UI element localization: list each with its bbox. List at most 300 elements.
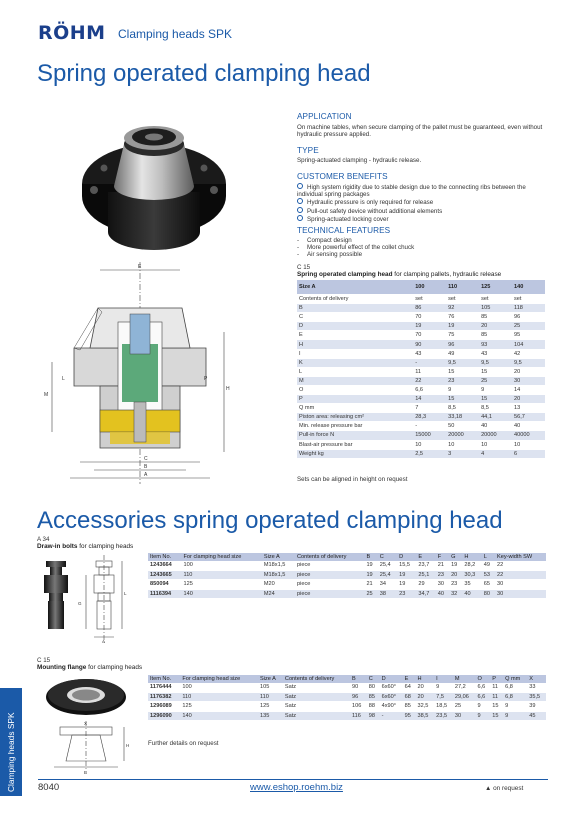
table-cell: 9 — [434, 683, 453, 692]
column-header: 100 — [413, 280, 446, 295]
table-cell: 80 — [482, 589, 495, 599]
table-cell: 1296089 — [148, 702, 180, 712]
table-cell: 44,1 — [479, 413, 512, 422]
table-cell: 40 — [479, 422, 512, 431]
svg-text:B: B — [144, 464, 148, 470]
table-cell: 21 — [364, 580, 377, 590]
table-cell: 23 — [446, 376, 479, 385]
table-cell: 8,5 — [446, 404, 479, 413]
table-cell: 10 — [512, 440, 545, 449]
table-cell: 6,8 — [503, 683, 527, 692]
table-cell: 64 — [403, 683, 416, 692]
table-cell: 19 — [364, 570, 377, 580]
bullet-icon — [297, 215, 303, 221]
table-cell: 23 — [436, 570, 449, 580]
table-cell: 88 — [367, 702, 380, 712]
spec-ref: C 15 — [297, 264, 311, 271]
table-cell: piece — [295, 580, 364, 590]
table-cell: 20 — [415, 683, 434, 692]
table-cell: 30 — [436, 580, 449, 590]
table-cell: 19 — [397, 570, 416, 580]
table-cell: 25 — [512, 322, 545, 331]
column-header: Item No. — [148, 553, 182, 561]
column-header: M — [453, 675, 476, 683]
table-row — [297, 304, 545, 313]
table-cell: 4x90° — [380, 702, 403, 712]
column-header: B — [350, 675, 367, 683]
table-cell: 38,5 — [415, 711, 434, 721]
table-cell: 23,5 — [434, 711, 453, 721]
column-header: For clamping head size — [182, 553, 262, 561]
table-cell: 80 — [367, 683, 380, 692]
header-title: Clamping heads SPK — [118, 27, 233, 41]
table-cell: 118 — [512, 304, 545, 313]
list-item: - Air sensing possible — [297, 251, 363, 259]
draw-in-bolt-drawing — [38, 555, 146, 647]
table-cell: 15 — [490, 702, 503, 712]
table-row — [148, 702, 546, 712]
svg-text:B: B — [84, 770, 88, 775]
table-cell: 9,5 — [512, 358, 545, 367]
table-cell: 96 — [446, 340, 479, 349]
column-header: B — [364, 553, 377, 561]
table-cell: 49 — [446, 349, 479, 358]
svg-text:P: P — [204, 376, 208, 382]
column-header: H — [462, 553, 481, 561]
column-header: 125 — [479, 280, 512, 295]
table-cell: 96 — [512, 313, 545, 322]
table-cell: 20 — [449, 570, 462, 580]
table-cell: 4 — [479, 449, 512, 458]
table-cell: 93 — [479, 340, 512, 349]
table-cell: 7 — [413, 404, 446, 413]
column-header: P — [490, 675, 503, 683]
list-item: High system rigidity due to stable design due to the connecting ribs between the individual spring packages — [297, 184, 526, 199]
spec-table — [297, 280, 545, 459]
table-row — [297, 322, 545, 331]
table-cell: 19 — [449, 561, 462, 570]
table-cell: 40 — [462, 589, 481, 599]
flange-table — [148, 675, 546, 721]
table-cell: 49 — [482, 561, 495, 570]
benefits-list — [297, 183, 552, 223]
table-cell: Satz — [283, 683, 350, 692]
table-cell: 10 — [413, 440, 446, 449]
table-row — [297, 313, 545, 322]
table-cell: 32 — [449, 589, 462, 599]
table-cell: 19 — [413, 322, 446, 331]
table-cell: 15 — [479, 395, 512, 404]
table-cell: 96 — [350, 692, 367, 702]
table-cell: 1243665 — [148, 570, 182, 580]
table-cell: - — [380, 711, 403, 721]
svg-text:A: A — [144, 472, 148, 478]
table-cell: 40000 — [512, 431, 545, 440]
features-list — [297, 237, 547, 259]
bolts-caption: Draw-in bolts for clamping heads — [37, 543, 134, 550]
column-header: D — [397, 553, 416, 561]
table-cell: 76 — [446, 313, 479, 322]
table-cell: 85 — [367, 692, 380, 702]
table-cell: 22 — [495, 570, 546, 580]
table-cell: 15 — [446, 395, 479, 404]
table-cell: 27,2 — [453, 683, 476, 692]
table-cell: 15 — [479, 367, 512, 376]
svg-text:L: L — [124, 591, 127, 596]
table-cell: 9 — [446, 385, 479, 394]
column-header: Key-width SW — [495, 553, 546, 561]
table-row — [148, 692, 546, 702]
on-request-legend: ▲ on request — [485, 785, 524, 792]
column-header: O — [475, 675, 490, 683]
table-cell: set — [413, 295, 446, 304]
list-item: - More powerful effect of the collet chuck — [297, 244, 415, 252]
table-cell: 34 — [378, 580, 397, 590]
table-cell: 23 — [397, 589, 416, 599]
table-cell: I — [297, 349, 413, 358]
column-header: H — [415, 675, 434, 683]
table-cell: 6,8 — [503, 692, 527, 702]
table-cell: 6,6 — [475, 692, 490, 702]
table-cell: 85 — [479, 331, 512, 340]
table-cell: 6x60° — [380, 692, 403, 702]
list-item: Hydraulic pressure is only required for release — [297, 198, 552, 206]
column-header: Size A — [262, 553, 295, 561]
table-cell: 98 — [367, 711, 380, 721]
type-heading: TYPE — [297, 146, 319, 155]
table-cell: Pull-in force N — [297, 431, 413, 440]
table-cell: 86 — [413, 304, 446, 313]
application-text: On machine tables, when secure clamping of the pallet must be guaranteed, even without hydraulic pressure applied. — [297, 124, 543, 139]
column-header: Contents of delivery — [283, 675, 350, 683]
table-cell: 56,7 — [512, 413, 545, 422]
application-heading: APPLICATION — [297, 112, 352, 121]
table-row — [297, 295, 545, 304]
table-cell: 1176382 — [148, 692, 180, 702]
table-cell: Min. release pressure bar — [297, 422, 413, 431]
table-cell: 7,5 — [434, 692, 453, 702]
flange-caption: Mounting flange for clamping heads — [37, 664, 143, 671]
svg-text:H: H — [126, 743, 130, 748]
table-cell: 1296090 — [148, 711, 180, 721]
clamping-head-photo — [80, 104, 230, 254]
table-cell: 110 — [182, 570, 262, 580]
table-row — [148, 561, 546, 570]
table-cell: M — [297, 376, 413, 385]
table-row — [297, 440, 545, 449]
column-header: 140 — [512, 280, 545, 295]
table-cell: 125 — [182, 580, 262, 590]
table-cell: Q mm — [297, 404, 413, 413]
table-cell: 50 — [446, 422, 479, 431]
table-cell: 19 — [364, 561, 377, 570]
table-cell: M20 — [262, 580, 295, 590]
table-cell: 34,7 — [416, 589, 435, 599]
table-cell: 25,1 — [416, 570, 435, 580]
table-cell: 11 — [490, 692, 503, 702]
table-cell: 19 — [446, 322, 479, 331]
table-cell: 104 — [512, 340, 545, 349]
type-text: Spring-actuated clamping - hydraulic release. — [297, 157, 422, 164]
table-row — [297, 340, 545, 349]
section-sidebar-tab: Clamping heads SPK — [0, 688, 22, 796]
column-header: L — [482, 553, 495, 561]
svg-text:G: G — [78, 601, 82, 606]
table-cell: 110 — [180, 692, 258, 702]
table-cell: M18x1,5 — [262, 570, 295, 580]
bolts-ref: A 34 — [37, 536, 50, 543]
benefits-heading: CUSTOMER BENEFITS — [297, 172, 388, 181]
table-cell: 70 — [413, 313, 446, 322]
table-cell: 6,6 — [475, 683, 490, 692]
triangle-icon: ▲ — [485, 785, 492, 792]
table-cell: 21 — [436, 561, 449, 570]
table-cell: 15000 — [413, 431, 446, 440]
table-cell: 40 — [512, 422, 545, 431]
svg-text:A: A — [102, 639, 106, 644]
column-header: C — [367, 675, 380, 683]
table-cell: 29,06 — [453, 692, 476, 702]
table-cell: B — [297, 304, 413, 313]
table-cell: E — [297, 331, 413, 340]
column-header: Size A — [258, 675, 283, 683]
list-item: Spring-actuated locking cover — [297, 215, 552, 223]
table-cell: 3 — [446, 449, 479, 458]
table-cell: Weight kg — [297, 449, 413, 458]
table-cell: 110 — [258, 692, 283, 702]
table-cell: 2,5 — [413, 449, 446, 458]
table-header-row — [148, 553, 546, 561]
eshop-link[interactable]: www.eshop.roehm.biz — [250, 782, 343, 793]
table-cell: piece — [295, 570, 364, 580]
table-cell: 140 — [180, 711, 258, 721]
table-cell: Piston area: releasing cm² — [297, 413, 413, 422]
table-header-row — [148, 675, 546, 683]
table-cell: 35 — [462, 580, 481, 590]
table-cell: 9,5 — [479, 358, 512, 367]
table-cell: 14 — [413, 395, 446, 404]
table-cell: M24 — [262, 589, 295, 599]
table-cell: 90 — [413, 340, 446, 349]
table-cell: 116 — [350, 711, 367, 721]
cross-section-drawing — [40, 262, 240, 484]
table-cell: D — [297, 322, 413, 331]
table-cell: 25 — [453, 702, 476, 712]
table-cell: 1243664 — [148, 561, 182, 570]
table-cell: 6 — [512, 449, 545, 458]
table-cell: 106 — [350, 702, 367, 712]
column-header: Item No. — [148, 675, 180, 683]
accessories-title: Accessories spring operated clamping head — [37, 507, 503, 534]
table-cell: 42 — [512, 349, 545, 358]
table-cell: 65 — [482, 580, 495, 590]
column-header: 110 — [446, 280, 479, 295]
table-cell: 70 — [413, 331, 446, 340]
table-cell: 18,5 — [434, 702, 453, 712]
table-cell: O — [297, 385, 413, 394]
table-cell: Satz — [283, 711, 350, 721]
bullet-icon — [297, 207, 303, 213]
table-cell: 9 — [503, 711, 527, 721]
table-row — [148, 580, 546, 590]
table-cell: 85 — [479, 313, 512, 322]
table-cell: 105 — [258, 683, 283, 692]
table-cell: 100 — [182, 561, 262, 570]
table-cell: 35,5 — [527, 692, 546, 702]
flange-ref: C 15 — [37, 657, 51, 664]
table-cell: 30 — [453, 711, 476, 721]
table-row — [297, 349, 545, 358]
column-header: G — [449, 553, 462, 561]
table-cell: 20 — [512, 395, 545, 404]
table-row — [297, 395, 545, 404]
table-cell: Satz — [283, 692, 350, 702]
page-title: Spring operated clamping head — [37, 60, 371, 87]
table-cell: 9,5 — [446, 358, 479, 367]
table-cell: 140 — [182, 589, 262, 599]
table-cell: 29 — [416, 580, 435, 590]
table-cell: 100 — [180, 683, 258, 692]
table-cell: 6x60° — [380, 683, 403, 692]
table-cell: 10 — [479, 440, 512, 449]
table-cell: 30 — [495, 589, 546, 599]
table-cell: 20 — [415, 692, 434, 702]
table-cell: 45 — [527, 711, 546, 721]
column-header: I — [434, 675, 453, 683]
table-cell: 15 — [490, 711, 503, 721]
footer-divider — [38, 779, 548, 780]
table-cell: M18x1,5 — [262, 561, 295, 570]
spec-caption: Spring operated clamping head for clamping pallets, hydraulic release — [297, 271, 502, 278]
column-header: E — [416, 553, 435, 561]
table-cell: Satz — [283, 702, 350, 712]
table-row — [297, 413, 545, 422]
table-cell: 23 — [449, 580, 462, 590]
svg-text:C: C — [144, 456, 148, 462]
table-cell: 53 — [482, 570, 495, 580]
table-cell: 23,7 — [416, 561, 435, 570]
table-cell: 11 — [413, 367, 446, 376]
table-row — [297, 385, 545, 394]
table-cell: Blast-air pressure bar — [297, 440, 413, 449]
table-row — [297, 404, 545, 413]
table-row — [148, 683, 546, 692]
table-cell: 43 — [413, 349, 446, 358]
table-cell: 30 — [512, 376, 545, 385]
table-cell: 92 — [446, 304, 479, 313]
spec-note: Sets can be aligned in height on request — [297, 476, 408, 483]
table-row — [297, 449, 545, 458]
features-heading: TECHNICAL FEATURES — [297, 226, 391, 235]
table-row — [297, 376, 545, 385]
column-header: E — [403, 675, 416, 683]
table-cell: 95 — [403, 711, 416, 721]
svg-text:L: L — [62, 376, 65, 382]
table-cell: 135 — [258, 711, 283, 721]
table-cell: L — [297, 367, 413, 376]
list-item: Pull-out safety device without additional elements — [297, 207, 552, 215]
bolts-table — [148, 553, 546, 599]
table-cell: 8,5 — [479, 404, 512, 413]
mounting-flange-drawing — [40, 675, 148, 775]
table-row — [297, 367, 545, 376]
table-cell: 1176444 — [148, 683, 180, 692]
table-cell: piece — [295, 589, 364, 599]
table-cell: K — [297, 358, 413, 367]
table-cell: 75 — [446, 331, 479, 340]
table-cell: 20000 — [446, 431, 479, 440]
table-cell: 19 — [397, 580, 416, 590]
table-cell: 85 — [403, 702, 416, 712]
table-cell: 9 — [479, 385, 512, 394]
column-header: Q mm — [503, 675, 527, 683]
table-cell: piece — [295, 561, 364, 570]
table-cell: 9 — [503, 702, 527, 712]
table-cell: 22 — [413, 376, 446, 385]
table-cell: 6,6 — [413, 385, 446, 394]
table-cell: - — [413, 422, 446, 431]
column-header: Contents of delivery — [295, 553, 364, 561]
table-cell: 125 — [258, 702, 283, 712]
table-row — [297, 331, 545, 340]
table-cell: 9 — [475, 702, 490, 712]
table-cell: 11 — [490, 683, 503, 692]
page-number: 8040 — [38, 782, 60, 793]
table-cell: 40 — [436, 589, 449, 599]
roehm-logo: RÖHM — [38, 22, 106, 44]
table-row — [148, 711, 546, 721]
column-header: X — [527, 675, 546, 683]
table-cell: 32,5 — [415, 702, 434, 712]
list-item: - Compact design — [297, 237, 352, 244]
table-cell: 30 — [495, 580, 546, 590]
table-cell: 20000 — [479, 431, 512, 440]
table-cell: 25 — [479, 376, 512, 385]
table-cell: 68 — [403, 692, 416, 702]
table-cell: 38 — [378, 589, 397, 599]
table-cell: P — [297, 395, 413, 404]
table-cell: 95 — [512, 331, 545, 340]
table-row — [297, 422, 545, 431]
bullet-icon — [297, 198, 303, 204]
table-cell: 20 — [512, 367, 545, 376]
table-cell: 15,5 — [397, 561, 416, 570]
column-header: For clamping head size — [180, 675, 258, 683]
table-cell: 22 — [495, 561, 546, 570]
table-cell: 10 — [446, 440, 479, 449]
svg-text:M: M — [44, 392, 49, 398]
table-cell: 9 — [475, 711, 490, 721]
table-cell: 20 — [479, 322, 512, 331]
column-header: F — [436, 553, 449, 561]
column-header: Size A — [297, 280, 413, 295]
table-cell: 28,2 — [462, 561, 481, 570]
table-cell: 15 — [446, 367, 479, 376]
table-cell: 25,4 — [378, 570, 397, 580]
table-cell: H — [297, 340, 413, 349]
table-cell: 105 — [479, 304, 512, 313]
table-cell: 28,3 — [413, 413, 446, 422]
bullet-icon — [297, 183, 303, 189]
table-cell: 33 — [527, 683, 546, 692]
table-header-row — [297, 280, 545, 295]
table-cell: Contents of delivery — [297, 295, 413, 304]
table-cell: 1116394 — [148, 589, 182, 599]
svg-text:X: X — [84, 721, 88, 726]
table-cell: 25 — [364, 589, 377, 599]
flange-note: Further details on request — [148, 740, 219, 747]
table-row — [297, 358, 545, 367]
